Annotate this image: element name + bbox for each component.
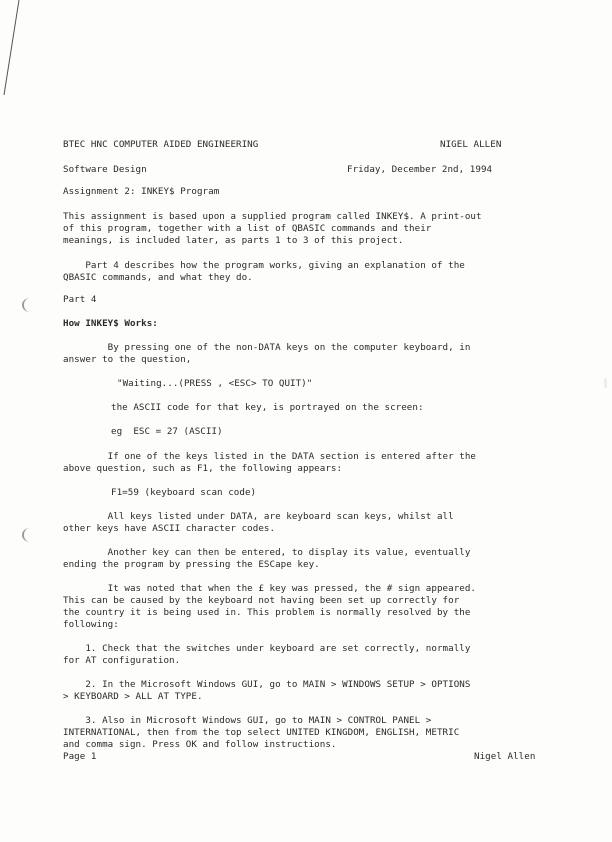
- f1-line: F1=59 (keyboard scan code): [111, 487, 257, 498]
- section-title: How INKEY$ Works:: [63, 318, 158, 329]
- para1-line-2: answer to the question,: [63, 354, 192, 365]
- part4-desc-line-2: QBASIC commands, and what they do.: [63, 272, 253, 283]
- header-author: NIGEL ALLEN: [440, 139, 502, 150]
- para2-line-2: above question, such as F1, the following appears:: [63, 463, 343, 474]
- intro-line-3: meanings, is included later, as parts 1 to 3 of this project.: [63, 235, 404, 246]
- para3-line-1: All keys listed under DATA, are keyboard scan keys, whilst all: [63, 511, 454, 522]
- para5-line-3: the country it is being used in. This problem is normally resolved by the: [63, 607, 471, 618]
- step3-line-2: INTERNATIONAL, then from the top select UNITED KINGDOM, ENGLISH, METRIC: [63, 727, 460, 738]
- para4-line-1: Another key can then be entered, to display its value, eventually: [63, 547, 471, 558]
- intro-line-1: This assignment is based upon a supplied program called INKEY$. A print-out: [63, 211, 482, 222]
- step1-line-2: for AT configuration.: [63, 655, 181, 666]
- part4-desc-line-1: Part 4 describes how the program works, giving an explanation of the: [63, 260, 465, 271]
- step2-line-2: > KEYBOARD > ALL AT TYPE.: [63, 691, 203, 702]
- punch-hole-mark-bottom: [22, 528, 38, 542]
- punch-hole-mark-top: [22, 298, 38, 312]
- para4-line-2: ending the program by pressing the ESCape key.: [63, 559, 320, 570]
- intro-line-2: of this program, together with a list of QBASIC commands and their: [63, 223, 432, 234]
- para3-line-2: other keys have ASCII character codes.: [63, 523, 276, 534]
- step3-line-1: 3. Also in Microsoft Windows GUI, go to MAIN > CONTROL PANEL >: [63, 715, 432, 726]
- edge-mark: [604, 378, 607, 388]
- para5-line-4: following:: [63, 619, 119, 630]
- subject-line: Software Design: [63, 164, 147, 175]
- ascii-line: the ASCII code for that key, is portrayed on the screen:: [111, 402, 424, 413]
- example-line: eg ESC = 27 (ASCII): [111, 426, 223, 437]
- step1-line-1: 1. Check that the switches under keyboard are set correctly, normally: [63, 643, 471, 654]
- part-label: Part 4: [63, 294, 97, 305]
- para5-line-1: It was noted that when the £ key was pressed, the # sign appeared.: [63, 583, 477, 594]
- course-title: BTEC HNC COMPUTER AIDED ENGINEERING: [63, 139, 259, 150]
- para5-line-2: This can be caused by the keyboard not having been set up correctly for: [63, 595, 460, 606]
- para1-line-1: By pressing one of the non-DATA keys on the computer keyboard, in: [63, 342, 471, 353]
- step3-line-3: and comma sign. Press OK and follow instructions.: [63, 739, 337, 750]
- prompt-quote: "Waiting...(PRESS , <ESC> TO QUIT)": [117, 378, 313, 389]
- header-date: Friday, December 2nd, 1994: [347, 164, 493, 175]
- para2-line-1: If one of the keys listed in the DATA section is entered after the: [63, 451, 477, 462]
- footer-author: Nigel Allen: [474, 751, 536, 762]
- folded-corner-mark: [0, 0, 30, 110]
- footer-page-number: Page 1: [63, 751, 97, 762]
- step2-line-1: 2. In the Microsoft Windows GUI, go to MAIN > WINDOWS SETUP > OPTIONS: [63, 679, 471, 690]
- assignment-title: Assignment 2: INKEY$ Program: [63, 186, 220, 197]
